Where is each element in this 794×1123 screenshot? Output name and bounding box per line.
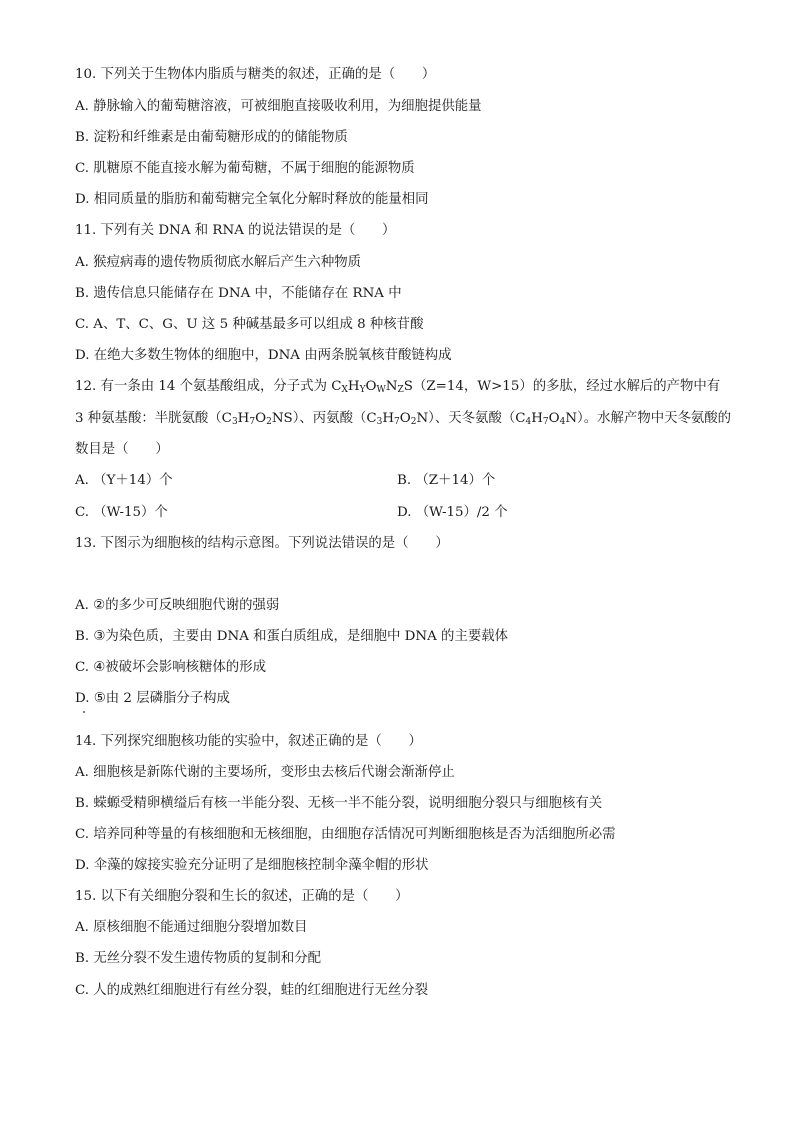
q13-option-c[interactable]: C. ④被破坏会影响核糖体的形成	[75, 660, 266, 675]
q11-option-b[interactable]: B. 遗传信息只能储存在 DNA 中，不能储存在 RNA 中	[75, 286, 402, 301]
q10-option-d[interactable]: D. 相同质量的脂肪和葡萄糖完全氧化分解时释放的能量相同	[75, 192, 429, 207]
q11-option-d[interactable]: D. 在绝大多数生物体的细胞中，DNA 由两条脱氧核苷酸链构成	[75, 348, 452, 363]
q14-option-a[interactable]: A. 细胞核是新陈代谢的主要场所，变形虫去核后代谢会渐渐停止	[75, 765, 455, 780]
q12-option-b[interactable]: B. （Z＋14）个	[397, 473, 496, 488]
q12-option-a[interactable]: A. （Y＋14）个	[75, 473, 173, 488]
q11-option-c[interactable]: C. A、T、C、G、U 这 5 种碱基最多可以组成 8 种核苷酸	[75, 317, 424, 332]
q13-stem: 13. 下图示为细胞核的结构示意图。下列说法错误的是（ ）	[75, 536, 449, 551]
molecular-formula: $C_XH_YO_WN_ZS$	[331, 379, 413, 395]
q15-stem: 15. 以下有关细胞分裂和生长的叙述，正确的是（ ）	[75, 889, 409, 904]
q13-option-b[interactable]: B. ③为染色质，主要由 DNA 和蛋白质组成，是细胞中 DNA 的主要载体	[75, 629, 509, 644]
q12-stem-line1: 12. 有一条由 14 个氨基酸组成，分子式为 $C_XH_YO_WN_ZS(Z=14$，W>15）的多肽，经过水解后的产物中有	[75, 379, 721, 395]
q15-option-a[interactable]: A. 原核细胞不能通过细胞分裂增加数目	[75, 920, 308, 935]
stray-dot	[83, 711, 85, 713]
q14-option-b[interactable]: B. 蝾螈受精卵横缢后有核一半能分裂、无核一半不能分裂，说明细胞分裂只与细胞核有关	[75, 796, 603, 811]
q13-option-a[interactable]: A. ②的多少可反映细胞代谢的强弱	[75, 598, 280, 613]
q10-stem: 10. 下列关于生物体内脂质与糖类的叙述，正确的是（ ）	[75, 67, 436, 82]
q12-option-c[interactable]: C. （W-15）个	[75, 505, 168, 520]
q11-option-a[interactable]: A. 猴痘病毒的遗传物质彻底水解后产生六种物质	[75, 255, 361, 270]
q10-option-a[interactable]: A. 静脉输入的葡萄糖溶液，可被细胞直接吸收利用，为细胞提供能量	[75, 99, 482, 114]
q12-option-d[interactable]: D. （W-15）/2 个	[397, 505, 508, 520]
q12-stem-line2: 3 种氨基酸：半胱氨酸$(C_3H_7O_2NS)$、丙氨酸$(C_3H_7O_2N)$、天冬氨酸$(C_4H_7O_4N)$。水解产物中天冬氨酸的	[75, 411, 732, 427]
q11-stem: 11. 下列有关 DNA 和 RNA 的说法错误的是（ ）	[75, 223, 396, 238]
q13-option-d[interactable]: D. ⑤由 2 层磷脂分子构成	[75, 691, 230, 706]
q10-option-b[interactable]: B. 淀粉和纤维素是由葡萄糖形成的的储能物质	[75, 130, 348, 145]
q14-option-c[interactable]: C. 培养同种等量的有核细胞和无核细胞，由细胞存活情况可判断细胞核是否为活细胞所必需	[75, 827, 616, 842]
q14-stem: 14. 下列探究细胞核功能的实验中，叙述正确的是（ ）	[75, 734, 422, 749]
q15-option-c[interactable]: C. 人的成熟红细胞进行有丝分裂，蛙的红细胞进行无丝分裂	[75, 983, 429, 998]
q10-option-c[interactable]: C. 肌糖原不能直接水解为葡萄糖，不属于细胞的能源物质	[75, 161, 415, 176]
q12-stem-line3: 数目是（ ）	[75, 442, 169, 457]
q15-option-b[interactable]: B. 无丝分裂不发生遗传物质的复制和分配	[75, 951, 321, 966]
q14-option-d[interactable]: D. 伞藻的嫁接实验充分证明了是细胞核控制伞藻伞帽的形状	[75, 858, 429, 873]
